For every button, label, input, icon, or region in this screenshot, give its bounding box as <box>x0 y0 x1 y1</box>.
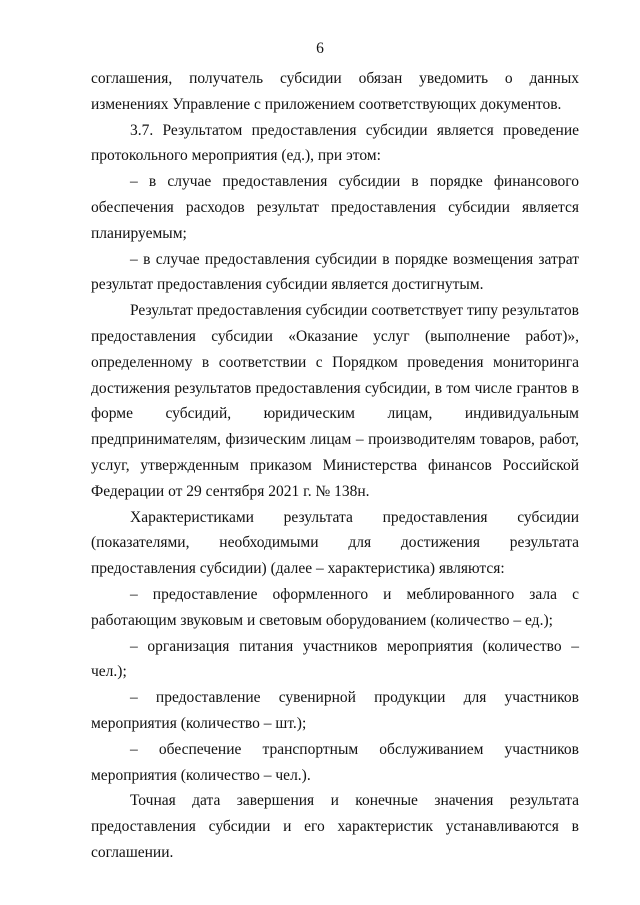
list-item-transport: – обеспечение транспортным обслуживанием участников мероприятия (количество – чел.). <box>91 740 579 784</box>
paragraph-final-date: Точная дата завершения и конечные значения результата предоставления субсидии и его характеристик устанавливаются в соглашении. <box>91 792 579 861</box>
paragraph-result-type: Результат предоставления субсидии соответствует типу результатов предоставления субсидии «Оказание услуг (выполнение работ)», определенному в соответствии с Порядком проведения мониторинга достижения результатов предоставления субсидии, в том числе грантов в форме субсидий, юридическим лицам, индивидуальным предпринимателям, физическим лицам – производителям товаров, работ, услуг, утвержденным приказом Министерства финансов Российской Федерации от 29 сентября 2021 г. № 138н. <box>91 302 579 500</box>
list-item-hall: – предоставление оформленного и меблированного зала с работающим звуковым и световым оборудованием (количество – ед.); <box>91 585 579 629</box>
document-body <box>91 66 579 866</box>
paragraph-characteristics: Характеристиками результата предоставления субсидии (показателями, необходимыми для достижения результата предоставления субсидии) (далее – характеристика) являются: <box>91 508 579 578</box>
paragraph-3-7: 3.7. Результатом предоставления субсидии является проведение протокольного мероприятия (ед.), при этом: <box>91 121 579 165</box>
page-number: 6 <box>316 40 324 57</box>
list-item-financial-provision: – в случае предоставления субсидии в порядке финансового обеспечения расходов результат предоставления субсидии является планируемым; <box>91 173 579 242</box>
list-item-souvenirs: – предоставление сувенирной продукции для участников мероприятия (количество – шт.); <box>91 689 579 732</box>
list-item-catering: – организация питания участников мероприятия (количество – чел.); <box>91 637 579 681</box>
paragraph-continuation: соглашения, получатель субсидии обязан уведомить о данных изменениях Управление с приложением соответствующих документов. <box>91 70 579 113</box>
list-item-cost-reimbursement: – в случае предоставления субсидии в порядке возмещения затрат результат предоставления субсидии является достигнутым. <box>91 250 579 294</box>
